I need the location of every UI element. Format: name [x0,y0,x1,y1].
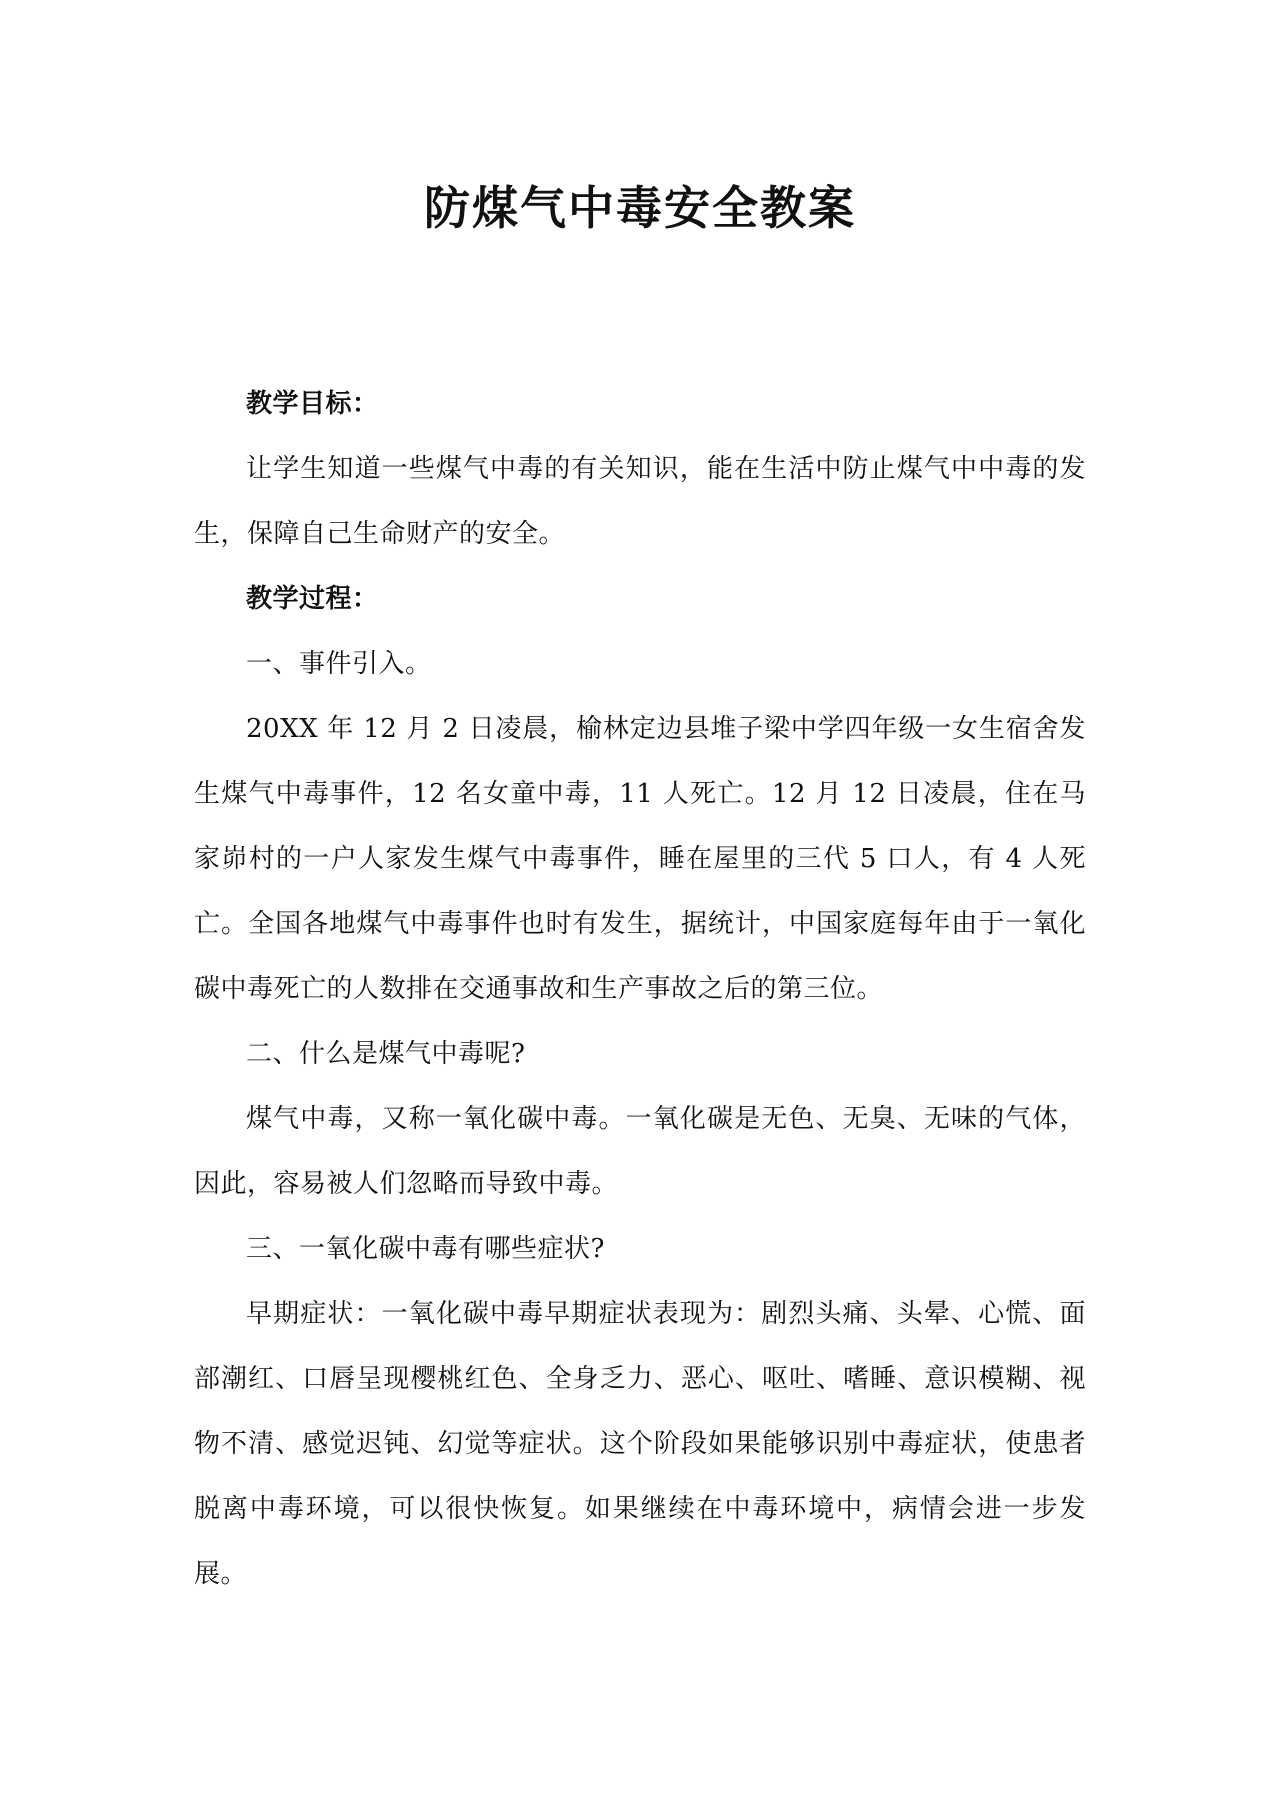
document-body [194,372,1086,1607]
document-title: 防煤气中毒安全教案 [424,181,856,235]
teaching-goal-paragraph: 让学生知道一些煤气中毒的有关知识，能在生活中防止煤气中中毒的发生，保障自己生命财产的安全。 [194,454,1086,549]
section-two-heading: 二、什么是煤气中毒呢? [246,1039,526,1069]
teaching-process-heading: 教学过程： [246,584,379,614]
section-two-paragraph: 煤气中毒，又称一氧化碳中毒。一氧化碳是无色、无臭、无味的气体，因此，容易被人们忽略而导致中毒。 [194,1104,1086,1199]
section-three-paragraph: 早期症状：一氧化碳中毒早期症状表现为：剧烈头痛、头晕、心慌、面部潮红、口唇呈现樱桃红色、全身乏力、恶心、呕吐、嗜睡、意识模糊、视物不清、感觉迟钝、幻觉等症状。这个阶段如果能够识别中毒症状，使患者脱离中毒环境，可以很快恢复。如果继续在中毒环境中，病情会进一步发展。 [194,1299,1086,1589]
teaching-goal-heading: 教学目标： [246,389,379,419]
section-three-heading: 三、一氧化碳中毒有哪些症状? [246,1234,605,1264]
section-one-paragraph: 20XX 年 12 月 2 日凌晨，榆林定边县堆子梁中学四年级一女生宿舍发生煤气中毒事件，12 名女童中毒，11 人死亡。12 月 12 日凌晨，住在马家峁村的一户人家发生煤气中毒事件，睡在屋里的三代 5 口人，有 4 人死亡。全国各地煤气中毒事件也时有发生，据统计，中国家庭每年由于一氧化碳中毒死亡的人数排在交通事故和生产事故之后的第三位。 [194,714,1086,1004]
section-one-heading: 一、事件引入。 [246,649,432,679]
